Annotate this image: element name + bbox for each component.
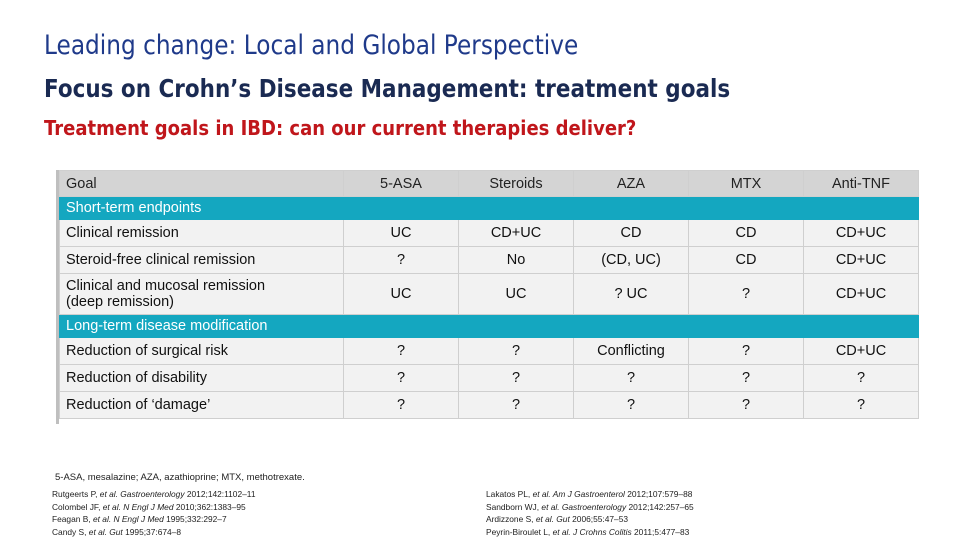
slide-question: Treatment goals in IBD: can our current therapies deliver? bbox=[44, 116, 637, 140]
header-mtx: MTX bbox=[689, 171, 804, 197]
table-cell: ? bbox=[804, 392, 919, 419]
table-row bbox=[60, 338, 919, 365]
goal-cell bbox=[60, 274, 344, 315]
reference-item: Peyrin-Biroulet L, et al. J Crohns Colitis 2011;5:477–83 bbox=[486, 526, 690, 537]
table-cell: ? bbox=[344, 365, 459, 392]
section-label: Short-term endpoints bbox=[60, 197, 344, 220]
table-cell: ? bbox=[689, 392, 804, 419]
header-5-asa: 5-ASA bbox=[344, 171, 459, 197]
references-right bbox=[486, 488, 694, 538]
goal-cell: Clinical remission bbox=[60, 220, 344, 247]
table-cell: UC bbox=[344, 220, 459, 247]
table-cell: ? bbox=[574, 365, 689, 392]
table-cell: Conflicting bbox=[574, 338, 689, 365]
treatment-goals-table bbox=[56, 170, 921, 424]
table-row bbox=[60, 274, 919, 315]
section-label: Long-term disease modification bbox=[60, 315, 344, 338]
reference-item: Colombel JF, et al. N Engl J Med 2010;362:1383–95 bbox=[52, 501, 246, 512]
section-row-long-term bbox=[60, 315, 919, 338]
table-cell: ? bbox=[689, 365, 804, 392]
table-cell: CD bbox=[574, 220, 689, 247]
reference-item: Lakatos PL, et al. Am J Gastroenterol 2012;107:579–88 bbox=[486, 489, 693, 499]
goal-line: (deep remission) bbox=[66, 294, 174, 310]
reference-item: Sandborn WJ, et al. Gastroenterology 2012;142:257–65 bbox=[486, 501, 694, 512]
table-cell: ? bbox=[574, 392, 689, 419]
slide-title: Leading change: Local and Global Perspective bbox=[44, 30, 579, 61]
table-cell: CD bbox=[689, 247, 804, 274]
table-cell: CD+UC bbox=[459, 220, 574, 247]
table-cell: CD+UC bbox=[804, 338, 919, 365]
table-cell: CD+UC bbox=[804, 220, 919, 247]
table-cell: CD+UC bbox=[804, 247, 919, 274]
reference-item: Ardizzone S, et al. Gut 2006;55:47–53 bbox=[486, 514, 629, 524]
table-cell: UC bbox=[459, 274, 574, 315]
section-row-short-term bbox=[60, 197, 919, 220]
goal-line: Clinical and mucosal remission bbox=[66, 278, 266, 294]
table-row bbox=[60, 220, 919, 247]
header-anti-tnf: Anti-TNF bbox=[804, 171, 919, 197]
table-row bbox=[60, 365, 919, 392]
goal-cell: Reduction of ‘damage’ bbox=[60, 392, 344, 419]
table-cell: ? bbox=[344, 392, 459, 419]
table-cell: CD+UC bbox=[804, 274, 919, 315]
table-cell: ? bbox=[344, 247, 459, 274]
table-cell: ? bbox=[689, 274, 804, 315]
table-row bbox=[60, 392, 919, 419]
table-cell: ? bbox=[459, 365, 574, 392]
goal-cell: Reduction of disability bbox=[60, 365, 344, 392]
table-cell: CD bbox=[689, 220, 804, 247]
table-cell: ? bbox=[344, 338, 459, 365]
goal-cell: Steroid-free clinical remission bbox=[60, 247, 344, 274]
references-left bbox=[52, 488, 255, 538]
header-aza: AZA bbox=[574, 171, 689, 197]
table-row bbox=[60, 247, 919, 274]
table-cell: UC bbox=[344, 274, 459, 315]
table-cell: (CD, UC) bbox=[574, 247, 689, 274]
table-cell: ? bbox=[689, 338, 804, 365]
table-cell: ? bbox=[804, 365, 919, 392]
abbreviations-note: 5-ASA, mesalazine; AZA, azathioprine; MTX, methotrexate. bbox=[55, 472, 305, 483]
slide-subtitle: Focus on Crohn’s Disease Management: treatment goals bbox=[44, 74, 731, 103]
reference-item: Feagan B, et al. N Engl J Med 1995;332:292–7 bbox=[52, 514, 227, 524]
header-steroids: Steroids bbox=[459, 171, 574, 197]
table-cell: ? bbox=[459, 392, 574, 419]
table-cell: ? UC bbox=[574, 274, 689, 315]
table-cell: ? bbox=[459, 338, 574, 365]
reference-item: Rutgeerts P, et al. Gastroenterology 2012;142:1102–11 bbox=[52, 489, 256, 499]
table-cell: No bbox=[459, 247, 574, 274]
reference-item: Candy S, et al. Gut 1995;37:674–8 bbox=[52, 526, 181, 537]
table-header-row bbox=[60, 171, 919, 197]
header-goal: Goal bbox=[60, 171, 344, 197]
goal-cell: Reduction of surgical risk bbox=[60, 338, 344, 365]
